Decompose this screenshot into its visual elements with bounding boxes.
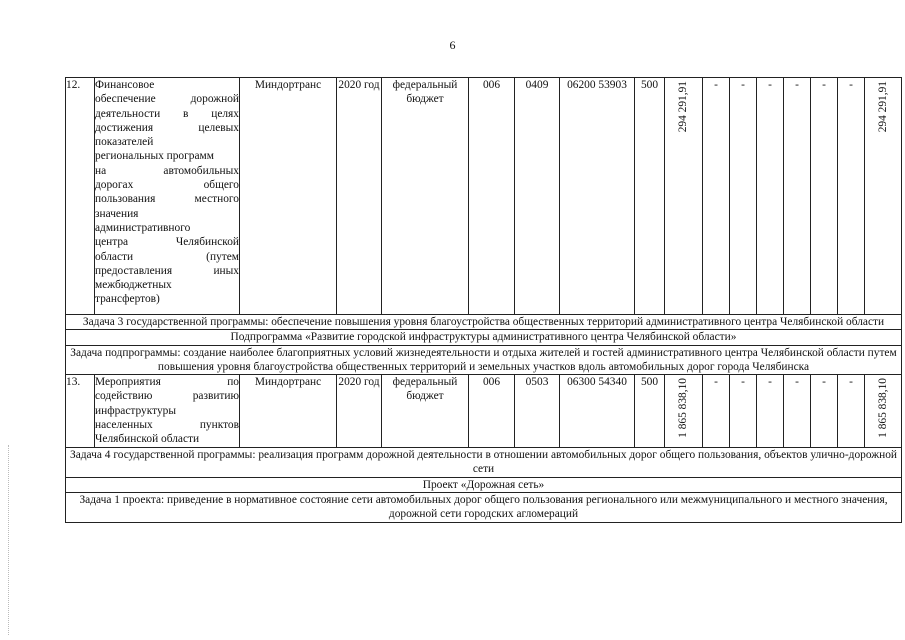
measure-name-line: инфраструктуры: [95, 404, 176, 417]
section-row: [66, 330, 902, 345]
section-row: [66, 345, 902, 375]
measure-name-line: значения: [95, 207, 139, 220]
measure-name-line: административного: [95, 221, 191, 234]
year-amount: -: [811, 375, 838, 448]
subprogram-heading: Подпрограмма «Развитие городской инфраструктуры административного центра Челябинской области»: [66, 330, 902, 345]
measure-name-line: пользования местного: [95, 193, 239, 206]
measure-name-line: предоставления иных: [95, 264, 239, 277]
sum-amount-cell: [865, 78, 902, 315]
task4-heading: Задача 4 государственной программы: реализация программ дорожной деятельности в отношении автомобильных дорог общего пользования, объектов улично-дорожной сети: [66, 448, 902, 478]
measure-name-line: Челябинской области: [95, 433, 200, 446]
measure-name-line: достижения целевых: [95, 121, 239, 134]
kbk-section: 0503: [515, 375, 560, 448]
year-amount: -: [838, 78, 865, 315]
measure-name-line: центра Челябинской: [95, 236, 239, 249]
sum-amount: 1 865 838,10: [876, 378, 889, 438]
measure-name-line: дорогах общего: [95, 179, 239, 192]
kbk-section: 0409: [515, 78, 560, 315]
kbk-type: 500: [635, 375, 665, 448]
funding-source: федеральный бюджет: [382, 375, 469, 448]
total-amount-cell: [665, 78, 703, 315]
measure-name-line: содействию развитию: [95, 390, 239, 403]
page-number: 6: [449, 38, 456, 52]
year: 2020 год: [337, 375, 382, 448]
year-amount: -: [811, 78, 838, 315]
section-row: [66, 315, 902, 330]
year-amount: -: [757, 375, 784, 448]
year-amount: -: [784, 78, 811, 315]
table-row-13: [66, 375, 902, 448]
kbk-article: 06200 53903: [560, 78, 635, 315]
section-row: [66, 493, 902, 523]
task3-heading: Задача 3 государственной программы: обеспечение повышения уровня благоустройства общественных территорий административного центра Челябинской области: [66, 315, 902, 330]
page-margin-rule: [8, 445, 9, 635]
year-amount: -: [730, 375, 757, 448]
measure-name-line: населенных пунктов: [95, 419, 239, 432]
measure-name-line: показателей: [95, 136, 154, 149]
kbk-ministry: 006: [469, 78, 515, 315]
year: 2020 год: [337, 78, 382, 315]
measure-name-line: Финансовое: [95, 79, 155, 91]
measure-name-line: региональных программ: [95, 150, 214, 163]
kbk-ministry: 006: [469, 375, 515, 448]
measure-name: [95, 375, 240, 448]
total-amount: 1 865 838,10: [677, 378, 690, 438]
total-amount-cell: [665, 375, 703, 448]
measure-name-line: области (путем: [95, 250, 239, 263]
year-amount: -: [703, 78, 730, 315]
year-amount: -: [757, 78, 784, 315]
measure-name-line: деятельности в целях: [95, 107, 239, 120]
budget-table: [65, 77, 902, 523]
executor: Миндортранс: [240, 78, 337, 315]
section-row: [66, 477, 902, 492]
measure-name: [95, 78, 240, 315]
total-amount: 294 291,91: [677, 81, 690, 133]
subtask-heading: Задача подпрограммы: создание наиболее благоприятных условий жизнедеятельности и отдыха жителей и гостей административного центра Челябинской области путем повышения уровня благоустройства общественных территорий и земельных участков вдоль автомобильных дорог города Челябинска: [66, 345, 902, 375]
sum-amount-cell: [865, 375, 902, 448]
year-amount: -: [784, 375, 811, 448]
kbk-article: 06300 54340: [560, 375, 635, 448]
project-task1-heading: Задача 1 проекта: приведение в нормативное состояние сети автомобильных дорог общего пользования регионального или межмуниципального и местного значения, дорожной сети городских агломераций: [66, 493, 902, 523]
measure-name-line: межбюджетных: [95, 279, 172, 292]
executor: Миндортранс: [240, 375, 337, 448]
funding-source: федеральный бюджет: [382, 78, 469, 315]
section-row: [66, 448, 902, 478]
measure-name-line: на автомобильных: [95, 164, 239, 177]
measure-name-line: трансфертов): [95, 293, 160, 306]
row-number: 12.: [66, 78, 95, 315]
sum-amount: 294 291,91: [876, 81, 889, 133]
measure-name-line: обеспечение дорожной: [95, 93, 239, 106]
kbk-type: 500: [635, 78, 665, 315]
project-heading: Проект «Дорожная сеть»: [66, 477, 902, 492]
row-number: 13.: [66, 375, 95, 448]
table-row-12: [66, 78, 902, 315]
year-amount: -: [838, 375, 865, 448]
year-amount: -: [730, 78, 757, 315]
year-amount: -: [703, 375, 730, 448]
measure-name-line: Мероприятия по: [95, 376, 239, 389]
